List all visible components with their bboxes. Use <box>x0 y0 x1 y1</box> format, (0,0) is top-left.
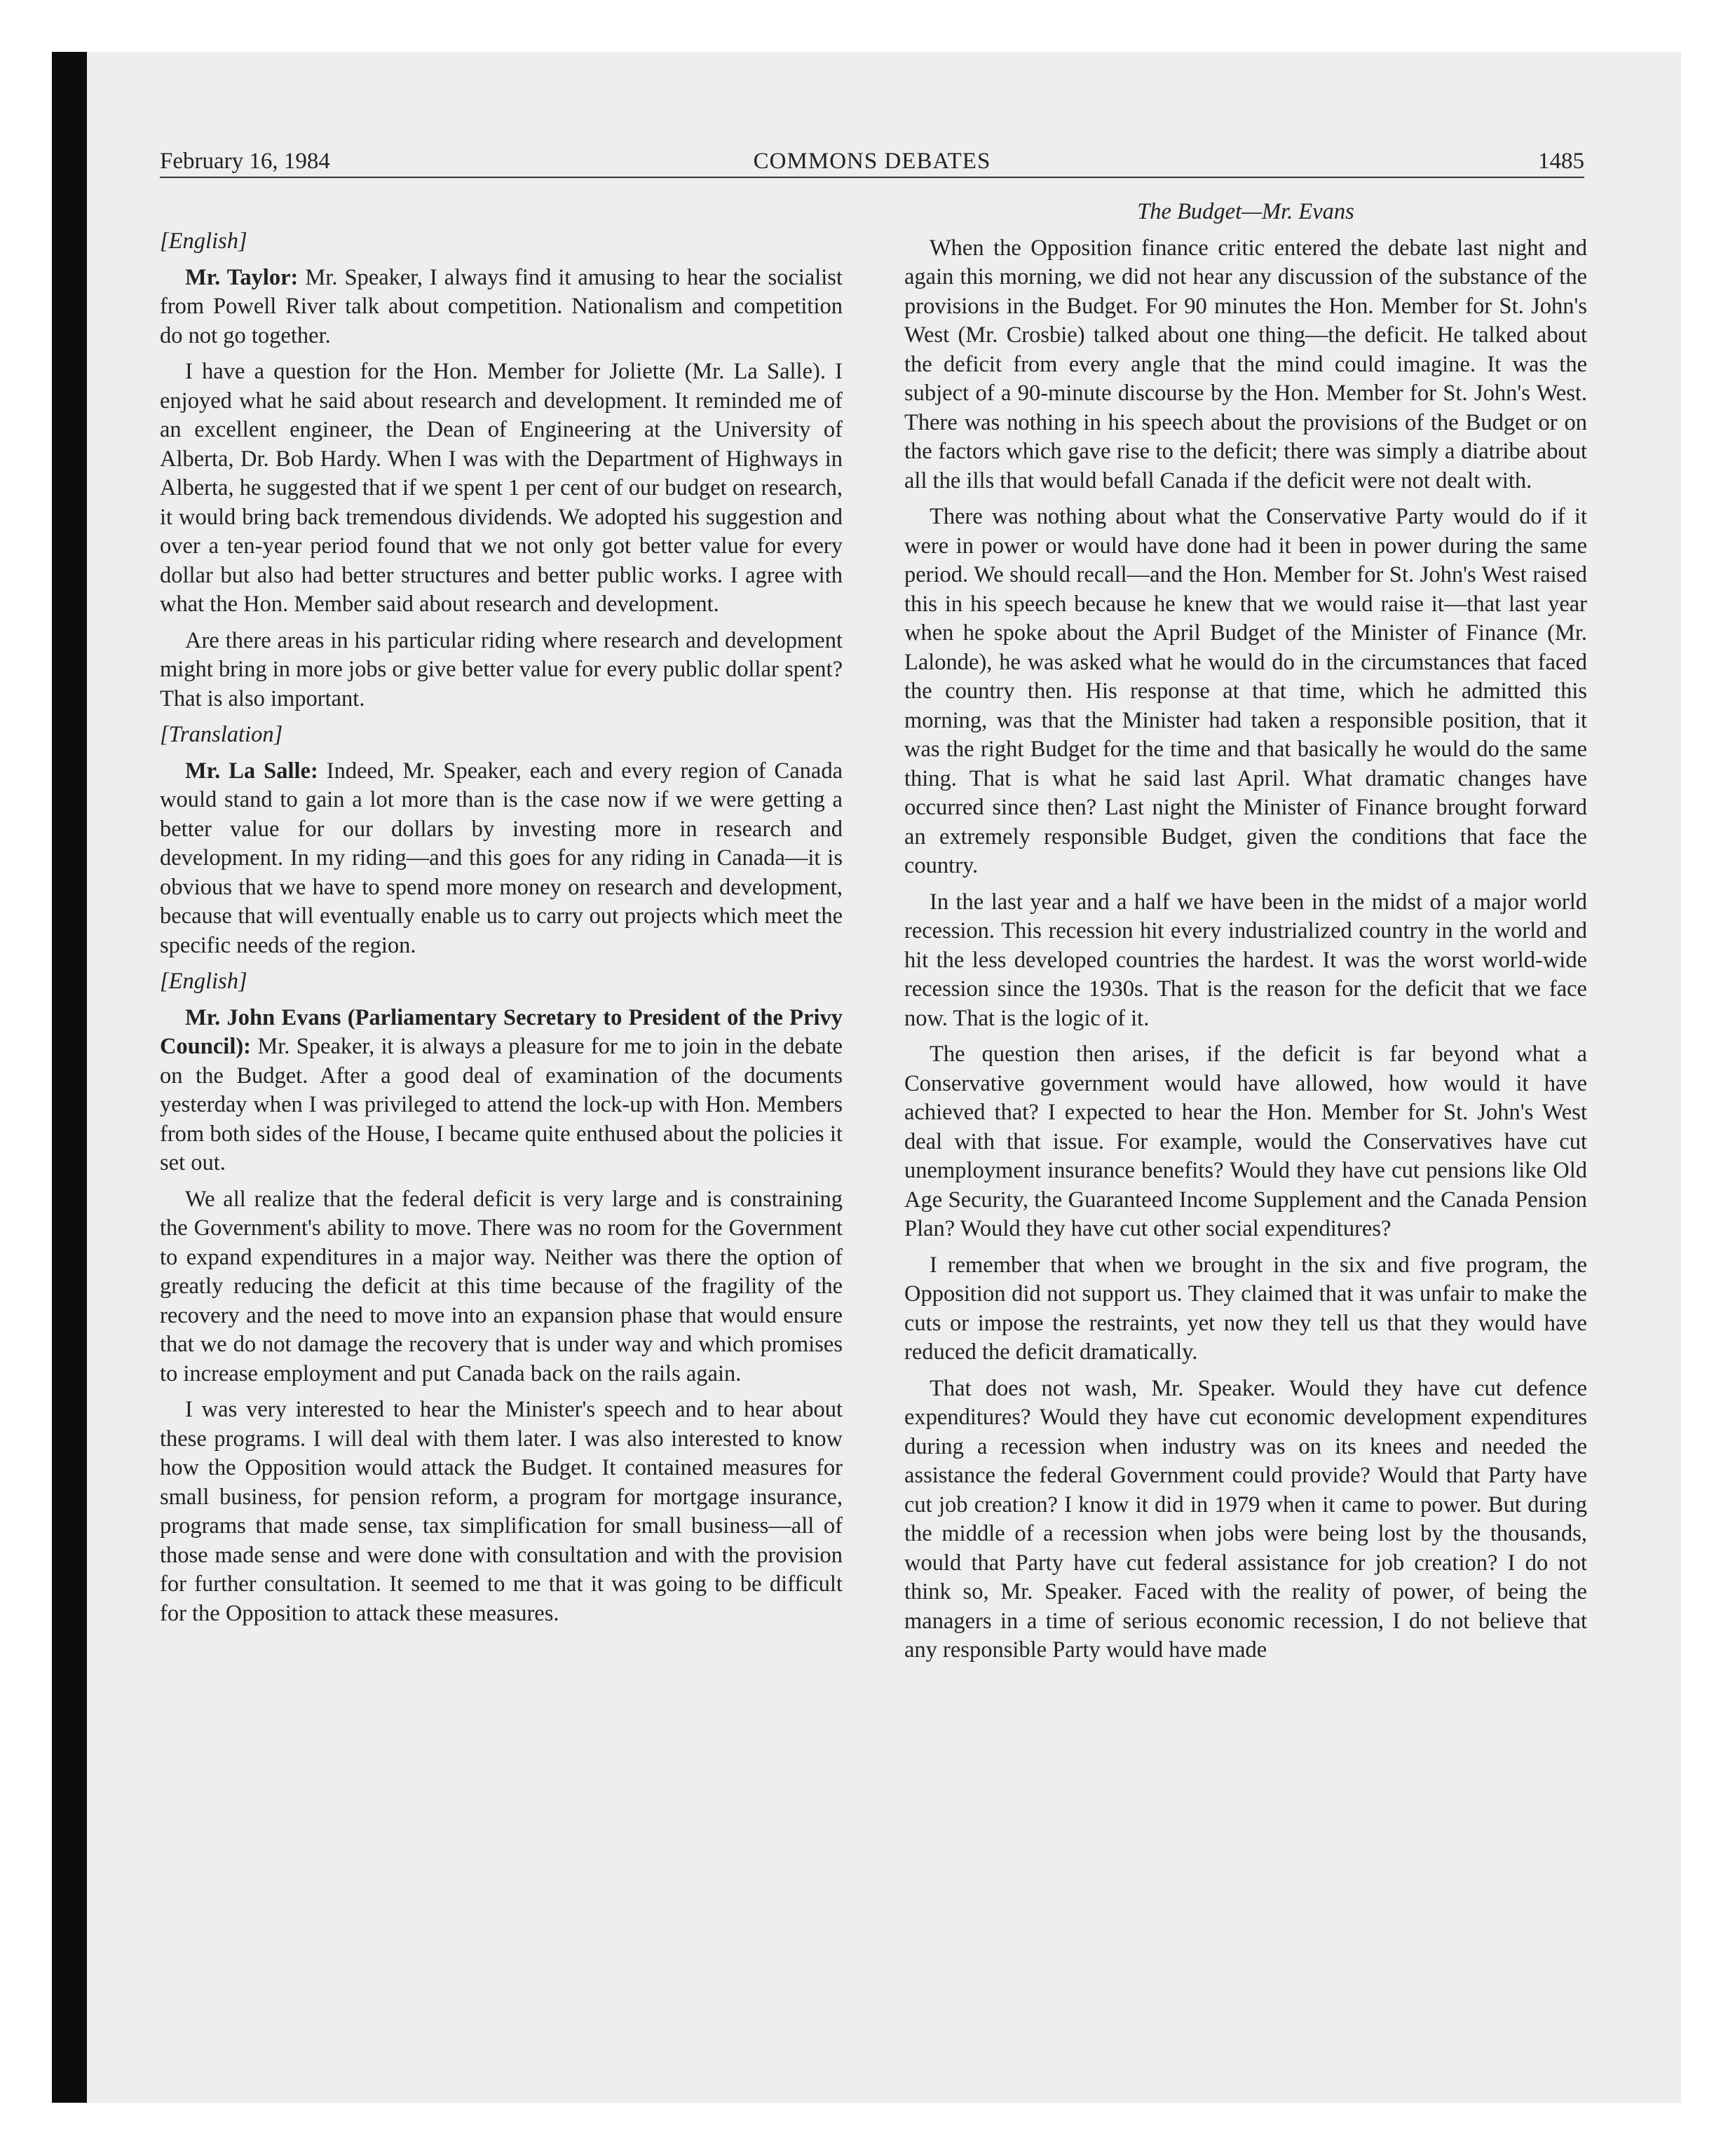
paragraph: That does not wash, Mr. Speaker. Would they have cut defence expenditures? Would they have cut economic development expenditures during a recession when industry was on its knees and needed the assistance the federal Government could provide? Would that Party have cut job creation? I know it did in 1979 when it came to power. But during the middle of a recession when jobs were being lost by the thousands, would that Party have cut federal assistance for job creation? I do not think so, Mr. Speaker. Faced with the reality of power, of being the managers in a time of serious economic recession, I do not believe that any responsible Party would have made <box>904 1375 1587 1663</box>
paragraph: Are there areas in his particular riding where research and development might bring in more jobs or give better value for every public dollar spent? That is also important. <box>160 627 843 711</box>
speaker-name: Mr. John Evans (Parliamentary Secretary to President of the Privy Council): <box>160 1004 843 1059</box>
paragraph-text: Indeed, Mr. Speaker, each and every region of Canada would stand to gain a lot more than is the case now if we were getting a better value for our dollars by investing more in research and development. In my riding—and this goes for any riding in Canada—it is obvious that we have to spend more money on research and development, because that will eventually enable us to carry out projects which meet the specific needs of the region. <box>160 758 843 958</box>
paragraph: There was nothing about what the Conservative Party would do if it were in power or would have done had it been in power during the same period. We should recall—and the Hon. Member for St. John's West raised this in his speech because he knew that we would raise it—that last year when he spoke about the April Budget of the Minister of Finance (Mr. Lalonde), he was asked what he would do in the circumstances that faced the country then. His response at that time, which he admitted this morning, was that the Minister had taken a responsible position, that it was the right Budget for the time and that basically he would do the same thing. That is what he said last April. What dramatic changes have occurred since then? Last night the Minister of Finance brought forward an extremely responsible Budget, given the conditions that face the country. <box>904 504 1587 878</box>
scan-binding-edge <box>52 52 87 2103</box>
right-column <box>904 198 1587 1672</box>
paragraph: We all realize that the federal deficit is very large and is constraining the Government's ability to move. There was no room for the Government to expand expenditures in a major way. Neither was there the option of greatly reducing the deficit at this time because of the fragility of the recovery and the need to move into an expansion phase that would ensure that we do not damage the recovery that is under way and which promises to increase employment and put Canada back on the rails again. <box>160 1186 843 1386</box>
paragraph <box>160 264 843 351</box>
document-page <box>160 146 1587 2024</box>
paragraph: The question then arises, if the deficit is far beyond what a Conservative government would have allowed, how would it have achieved that? I expected to hear the Hon. Member for St. John's West deal with that issue. For example, would the Conservatives have cut unemployment insurance benefits? Would they have cut pensions like Old Age Security, the Guaranteed Income Supplement and the Canada Pension Plan? Would they have cut other social expenditures? <box>904 1042 1587 1241</box>
column-heading: The Budget—Mr. Evans <box>1137 199 1354 224</box>
paragraph-text: Mr. Speaker, it is always a pleasure for me to join in the debate on the Budget. After a good deal of examination of the documents yesterday when I was privileged to attend the lock-up with Hon. Members from both sides of the House, I became quite enthused about the policies it set out. <box>160 1034 843 1175</box>
paragraph: I was very interested to hear the Minister's speech and to hear about these programs. I will deal with them later. I was also interested to know how the Opposition would attack the Budget. It contained measures for small business, for pension reform, a program for mortgage insurance, programs that made sense, tax simplification for small business—all of those made sense and were done with consultation and with the provision for further consultation. It seemed to me that it was going to be difficult for the Opposition to attack these measures. <box>160 1397 843 1626</box>
paragraph: When the Opposition finance critic entered the debate last night and again this morning, we did not hear any discussion of the substance of the provisions in the Budget. For 90 minutes the Hon. Member for St. John's West (Mr. Crosbie) talked about one thing—the deficit. He talked about the deficit from every angle that the mind could imagine. It was the subject of a 90-minute discourse by the Hon. Member for St. John's West. There was nothing in his speech about the provisions of the Budget or on the factors which gave rise to the deficit; there was simply a diatribe about all the ills that would befall Canada if the deficit were not dealt with. <box>904 235 1587 493</box>
paragraph <box>160 757 843 961</box>
paragraph: I remember that when we brought in the six and five program, the Opposition did not support us. They claimed that it was unfair to make the cuts or impose the restraints, yet now they tell us that they would have reduced the deficit dramatically. <box>904 1252 1587 1365</box>
speaker-name: Mr. Taylor: <box>185 264 299 290</box>
paragraph <box>160 1004 843 1178</box>
paragraph: In the last year and a half we have been in the midst of a major world recession. This recession hit every industrialized country in the world and hit the less developed countries the hardest. It was the worst world-wide recession since the 1930s. That is the reason for the deficit that we face now. That is the logic of it. <box>904 889 1587 1031</box>
left-column <box>160 227 843 1635</box>
header-date: February 16, 1984 <box>160 149 330 174</box>
header-title: COMMONS DEBATES <box>753 149 991 174</box>
paragraph-text: Mr. Speaker, I always find it amusing to hear the socialist from Powell River talk about competition. Nationalism and competition do not go together. <box>160 264 843 348</box>
language-marker: [English] <box>160 228 247 254</box>
language-marker: [English] <box>160 969 247 994</box>
language-marker: [Translation] <box>160 722 283 747</box>
paragraph: I have a question for the Hon. Member for Joliette (Mr. La Salle). I enjoyed what he said about research and development. It reminded me of an excellent engineer, the Dean of Engineering at the University of Alberta, Dr. Bob Hardy. When I was with the Department of Highways in Alberta, he suggested that if we spent 1 per cent of our budget on research, it would bring back tremendous dividends. We adopted his suggestion and over a ten-year period found that we not only got better value for every dollar but also had better structures and better public works. I agree with what the Hon. Member said about research and development. <box>160 359 843 617</box>
header-page-number: 1485 <box>1538 149 1584 174</box>
running-header <box>160 146 1584 178</box>
speaker-name: Mr. La Salle: <box>185 758 318 784</box>
